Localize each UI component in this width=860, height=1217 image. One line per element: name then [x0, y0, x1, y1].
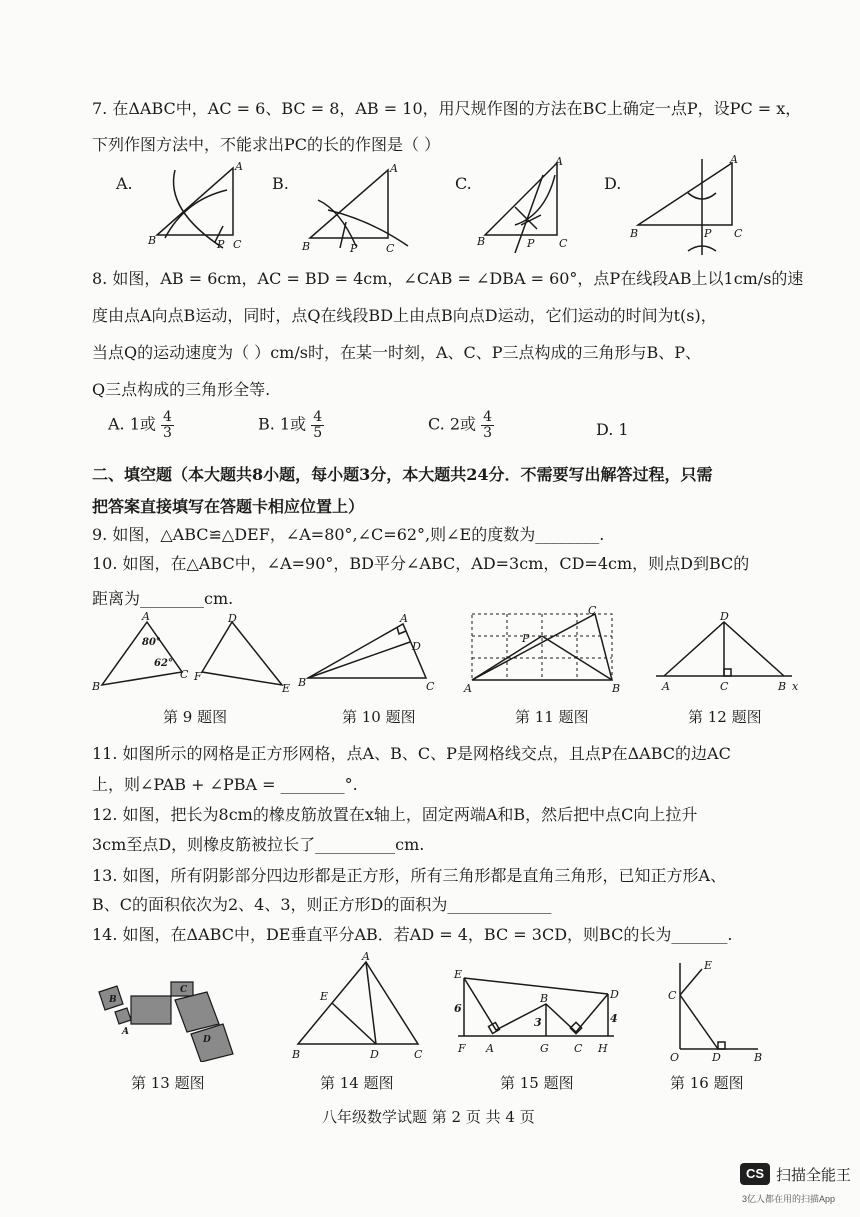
label-b: B	[477, 235, 486, 248]
numerator: 4	[163, 409, 172, 425]
label-c: C	[559, 237, 568, 250]
label-a: A	[730, 155, 738, 166]
q11-line2: 上，则∠PAB + ∠PBA = ________°.	[92, 775, 358, 794]
fraction	[481, 410, 494, 440]
scanner-logo-icon: CS	[740, 1163, 770, 1185]
section2-line2: 把答案直接填写在答题卡相应位置上）	[92, 497, 365, 516]
label-c: C	[668, 989, 677, 1002]
caption-q13: 第 13 题图	[131, 1074, 205, 1092]
label-c: C	[180, 985, 188, 995]
denominator: 3	[483, 424, 493, 441]
caption-q14: 第 14 题图	[320, 1074, 394, 1092]
q7-option-d-label: D.	[604, 174, 622, 193]
label-g: G	[540, 1042, 549, 1055]
q14-figure	[288, 952, 433, 1067]
label-e: E	[282, 682, 291, 695]
q14-text: 14. 如图，在ΔABC中，DE垂直平分AB．若AD = 4，BC = 3CD，则BC的长为_______.	[92, 925, 733, 944]
label-a: A	[390, 162, 398, 175]
q8-line2: 度由点A向点B运动，同时，点Q在线段BD上由点B向点D运动，它们运动的时间为t(s)，	[92, 306, 717, 325]
q11-line1: 11. 如图所示的网格是正方形网格，点A、B、C、P是网格线交点，且点P在ΔABC的边AC	[92, 744, 731, 763]
label-a: A	[464, 682, 472, 694]
label-c: C	[574, 1042, 583, 1055]
q7-option-a-label: A.	[116, 174, 133, 193]
label-b: B	[778, 680, 787, 692]
label-a: A	[235, 160, 243, 173]
label-c: C	[233, 238, 242, 251]
label-p: P	[527, 237, 535, 250]
label-f: F	[194, 670, 202, 683]
label-b: B	[302, 240, 311, 253]
label-a: A	[400, 612, 408, 625]
label-c: C	[426, 680, 435, 693]
q8-option-c-text: C. 2或	[428, 414, 477, 434]
label-h: H	[598, 1042, 608, 1055]
q7-option-c-label: C.	[455, 174, 472, 193]
q7-figure-b	[300, 160, 415, 255]
q8-option-d	[596, 420, 629, 439]
numerator: 4	[313, 409, 323, 425]
label-b: B	[630, 227, 639, 240]
label-e: E	[320, 990, 329, 1003]
label-p: P	[704, 227, 712, 240]
label-c: C	[734, 227, 743, 240]
q8-line4: Q三点构成的三角形全等.	[92, 380, 271, 399]
numerator: 4	[483, 409, 493, 425]
label-d: D	[712, 1051, 721, 1064]
scanner-app-name: 扫描全能王	[776, 1167, 852, 1184]
label-c: C	[386, 242, 395, 255]
caption-q15: 第 15 题图	[500, 1074, 574, 1092]
q8-line1: 8. 如图，AB = 6cm，AC = BD = 4cm，∠CAB = ∠DBA = 60°，点P在线段AB上以1cm/s的速	[92, 269, 804, 288]
label-b: B	[148, 234, 157, 247]
length-6: 6	[454, 1002, 462, 1015]
label-d: D	[228, 612, 237, 625]
label-p: P	[350, 242, 358, 255]
label-a: A	[362, 952, 370, 963]
label-c: C	[720, 680, 729, 692]
section2-line1: 二、填空题（本大题共8小题，每小题3分，本大题共24分．不需要写出解答过程，只需	[92, 465, 713, 484]
q7-figure-d	[630, 155, 750, 260]
label-p: P	[217, 238, 225, 251]
label-d: D	[412, 640, 421, 653]
q8-option-b	[258, 410, 324, 440]
q10-line2: 距离为________cm.	[92, 589, 234, 608]
q7-line1: 7. 在ΔABC中，AC = 6、BC = 8，AB = 10，用尺规作图的方法在BC上确定一点P，设PC = x，	[92, 99, 802, 118]
q10-line1: 10. 如图，在△ABC中，∠A=90°，BD平分∠ABC，AD=3cm，CD=4cm，则点D到BC的	[92, 554, 750, 573]
q9-text: 9. 如图，△ABC≌△DEF，∠A=80°,∠C=62°,则∠E的度数为________.	[92, 525, 605, 544]
label-e: E	[454, 968, 463, 981]
q16-figure	[662, 955, 772, 1065]
caption-q12: 第 12 题图	[688, 708, 762, 726]
q8-option-a-text: A. 1或	[108, 414, 156, 434]
denominator: 5	[313, 424, 323, 441]
label-c: C	[180, 668, 189, 681]
label-a: A	[662, 680, 670, 692]
fraction	[161, 410, 174, 440]
q13-line1: 13. 如图，所有阴影部分四边形都是正方形，所有三角形都是直角三角形，已知正方形A、	[92, 866, 727, 885]
q11-figure	[460, 604, 625, 694]
q7-figure-c	[475, 155, 585, 255]
label-b: B	[754, 1051, 763, 1064]
q8-option-a	[108, 410, 174, 440]
label-p: P	[522, 632, 530, 645]
caption-q9: 第 9 题图	[163, 708, 228, 726]
label-a: A	[142, 610, 150, 623]
scanner-app-tagline: 3亿人都在用的扫描App	[742, 1194, 836, 1204]
label-f: F	[458, 1042, 466, 1055]
q8-option-c	[428, 410, 494, 440]
label-c: C	[414, 1048, 423, 1061]
q15-figure	[450, 964, 630, 1064]
label-a: A	[486, 1042, 494, 1055]
label-b: B	[92, 680, 101, 693]
q13-figure	[95, 972, 245, 1062]
label-e: E	[704, 959, 713, 972]
q8-line3: 当点Q的运动速度为（ ）cm/s时，在某一时刻，A、C、P三点构成的三角形与B、P、	[92, 343, 702, 362]
page-footer: 八年级数学试题 第 2 页 共 4 页	[322, 1108, 535, 1126]
label-a: A	[122, 1027, 129, 1037]
caption-q16: 第 16 题图	[670, 1074, 744, 1092]
length-3: 3	[534, 1016, 542, 1029]
label-x: x	[792, 680, 799, 692]
label-b: B	[292, 1048, 301, 1061]
label-b: B	[298, 676, 307, 689]
length-4: 4	[610, 1012, 618, 1025]
caption-q10: 第 10 题图	[342, 708, 416, 726]
angle-c-value: 62°	[154, 658, 173, 669]
q8-option-b-text: B. 1或	[258, 414, 307, 434]
label-d: D	[203, 1035, 211, 1045]
label-a: A	[555, 155, 563, 168]
q10-figure	[298, 612, 448, 697]
q7-figure-a	[145, 160, 255, 255]
q13-line2: B、C的面积依次为2、4、3，则正方形D的面积为_____________	[92, 895, 552, 914]
q12-line1: 12. 如图，把长为8cm的橡皮筋放置在x轴上，固定两端A和B，然后把中点C向上拉升	[92, 805, 698, 824]
label-d: D	[370, 1048, 379, 1061]
q12-figure	[652, 612, 812, 692]
q8-option-d-text: D. 1	[596, 420, 629, 439]
label-b: B	[109, 995, 117, 1005]
caption-q11: 第 11 题图	[515, 708, 589, 726]
label-d: D	[720, 612, 729, 623]
denominator: 3	[163, 424, 172, 441]
q7-option-b-label: B.	[272, 174, 289, 193]
q9-figure	[92, 610, 297, 695]
label-b: B	[540, 992, 549, 1005]
angle-a-value: 80°	[142, 637, 161, 648]
q12-line2: 3cm至点D，则橡皮筋被拉长了__________cm.	[92, 835, 425, 854]
fraction	[311, 410, 324, 440]
q7-line2: 下列作图方法中，不能求出PC的长的作图是（ ）	[92, 135, 441, 154]
label-b: B	[612, 682, 621, 694]
label-o: O	[670, 1051, 680, 1064]
label-d: D	[610, 988, 619, 1001]
label-c: C	[588, 604, 597, 617]
